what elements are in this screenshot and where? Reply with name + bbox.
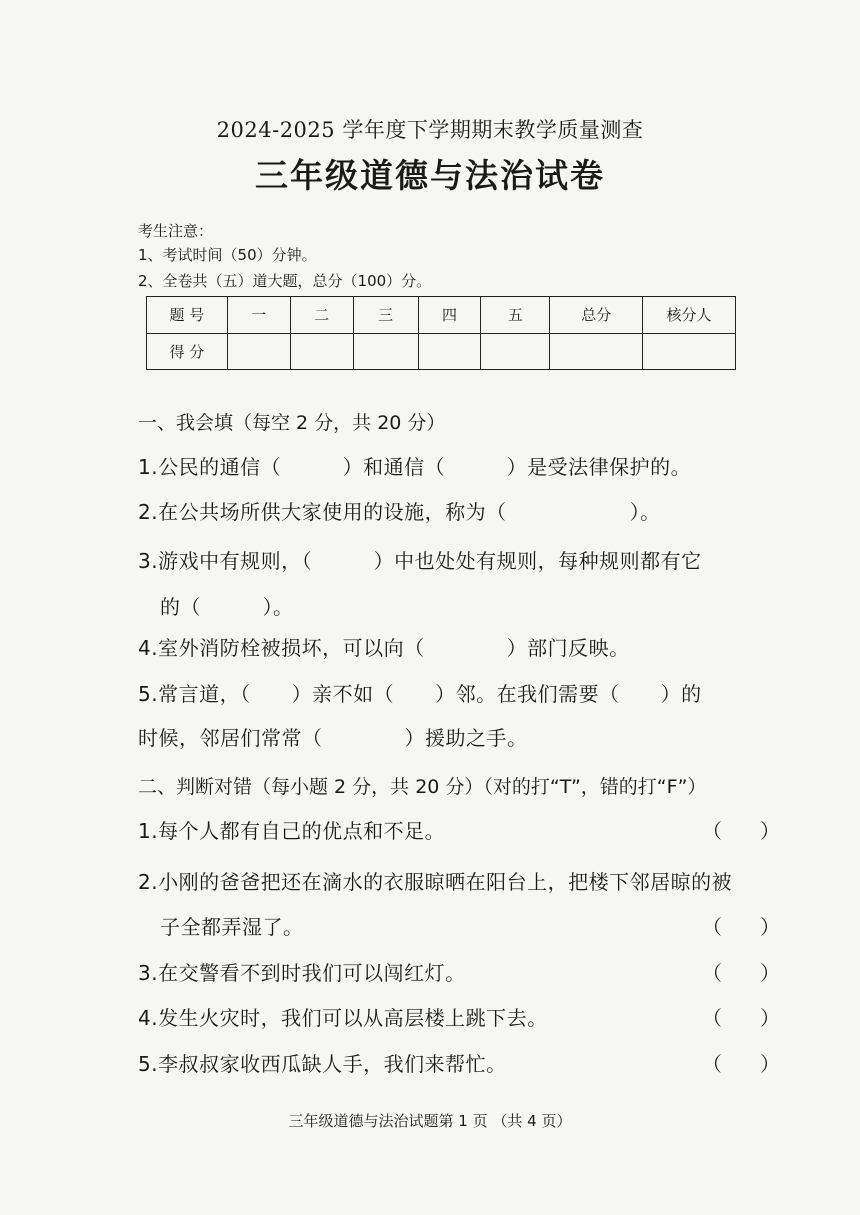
score-table-header-row: [147, 297, 736, 334]
exam-subtitle: 2024-2025 学年度下学期期末教学质量测查: [216, 118, 644, 142]
score-cell-blank[interactable]: [643, 333, 736, 370]
answer-paren-left: （: [702, 915, 722, 939]
score-cell-header: 一: [227, 297, 290, 334]
fill-question-5-line-1: 5.常言道，（ ）亲不如（ ）邻。在我们需要（ ）的: [138, 682, 702, 706]
score-cell-blank[interactable]: [418, 333, 481, 370]
answer-paren-left: （: [702, 1052, 722, 1076]
answer-paren-right: ）: [760, 819, 780, 843]
judge-question-1: 1.每个人都有自己的优点和不足。: [138, 819, 446, 843]
notice-line-1: 1、考试时间（50）分钟。: [138, 246, 317, 264]
score-cell-header: 三: [353, 297, 418, 334]
notice-heading: 考生注意：: [138, 222, 214, 240]
score-table: [146, 296, 736, 370]
score-cell-header: 总分: [550, 297, 643, 334]
fill-question-1: 1.公民的通信（ ）和通信（ ）是受法律保护的。: [138, 455, 692, 479]
score-cell-blank[interactable]: [550, 333, 643, 370]
fill-question-5-line-2: 时候，邻居们常常（ ）援助之手。: [138, 726, 528, 750]
answer-paren-right: ）: [760, 915, 780, 939]
answer-paren-right: ）: [760, 961, 780, 985]
judge-question-2-line-2: 子全都弄湿了。: [160, 915, 304, 939]
section-1-heading: 一、我会填（每空 2 分，共 20 分）: [138, 412, 446, 434]
score-cell-label: 题 号: [147, 297, 228, 334]
score-cell-label: 得 分: [147, 333, 228, 370]
answer-paren-right: ）: [760, 1052, 780, 1076]
answer-paren-right: ）: [760, 1006, 780, 1030]
page-footer: 三年级道德与法治试题第 1 页 （共 4 页）: [288, 1112, 572, 1130]
score-cell-header: 五: [481, 297, 550, 334]
score-cell-blank[interactable]: [353, 333, 418, 370]
score-cell-blank[interactable]: [227, 333, 290, 370]
answer-paren-left: （: [702, 1006, 722, 1030]
notice-line-2: 2、全卷共（五）道大题，总分（100）分。: [138, 272, 432, 290]
fill-question-3-line-1: 3.游戏中有规则，（ ）中也处处有规则，每种规则都有它: [138, 549, 702, 573]
fill-question-2: 2.在公共场所供大家使用的设施，称为（ ）。: [138, 500, 661, 524]
fill-question-3-line-2: 的（ ）。: [160, 595, 294, 619]
section-2-heading: 二、判断对错（每小题 2 分，共 20 分）（对的打“T”，错的打“F”）: [138, 776, 707, 798]
exam-title: 三年级道德与法治试卷: [255, 156, 605, 195]
judge-question-2-line-1: 2.小刚的爸爸把还在滴水的衣服晾晒在阳台上，把楼下邻居晾的被: [138, 870, 733, 894]
score-table-score-row: [147, 333, 736, 370]
answer-paren-left: （: [702, 961, 722, 985]
fill-question-4: 4.室外消防栓被损坏，可以向（ ）部门反映。: [138, 636, 630, 660]
score-cell-header: 二: [290, 297, 353, 334]
score-cell-blank[interactable]: [290, 333, 353, 370]
judge-question-3: 3.在交警看不到时我们可以闯红灯。: [138, 961, 466, 985]
judge-question-4: 4.发生火灾时，我们可以从高层楼上跳下去。: [138, 1006, 548, 1030]
score-cell-header: 核分人: [643, 297, 736, 334]
score-cell-header: 四: [418, 297, 481, 334]
judge-question-5: 5.李叔叔家收西瓜缺人手，我们来帮忙。: [138, 1052, 507, 1076]
score-cell-blank[interactable]: [481, 333, 550, 370]
answer-paren-left: （: [702, 819, 722, 843]
